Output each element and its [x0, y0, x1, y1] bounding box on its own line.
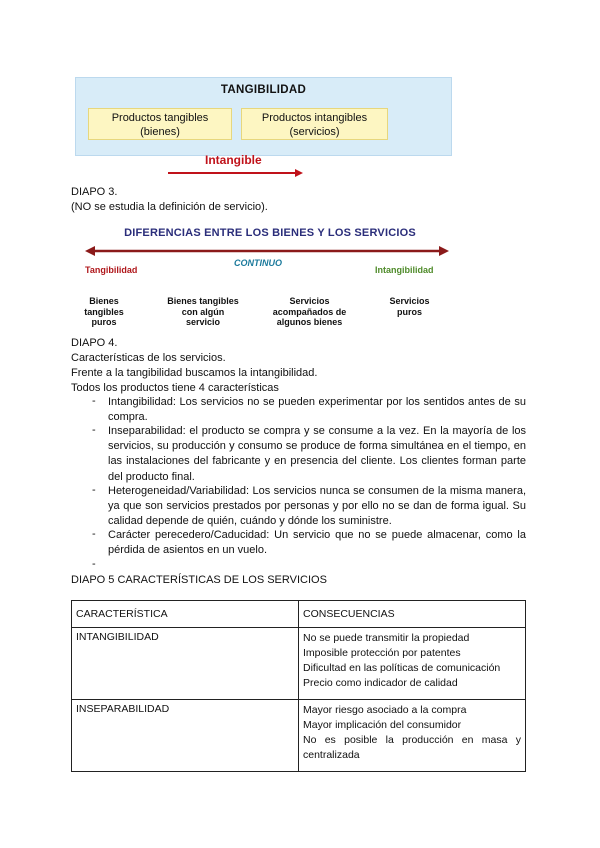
diapo4-line: Características de los servicios.: [71, 352, 226, 364]
figure-title: TANGIBILIDAD: [220, 84, 307, 96]
intangibility-label: Intangibilidad: [375, 265, 434, 275]
box-line: Productos tangibles: [111, 112, 209, 124]
bullet-dash: -: [92, 484, 96, 496]
bullet-dash: -: [92, 395, 96, 407]
list-item: Inseparabilidad: el producto se compra y se consume a la vez. En la mayoría de los servicios, su producción y consumo se produce de forma simultánea en el tiempo, en las instalaciones del fabricante y en presencia del cliente. Los clientes forman parte del producto final.: [108, 425, 526, 483]
table-row: [72, 628, 526, 700]
table-header: CARACTERÍSTICA: [72, 601, 299, 628]
table-row: [72, 700, 526, 772]
diapo4-heading: DIAPO 4.: [71, 337, 118, 349]
diapo3-heading: DIAPO 3.: [71, 186, 118, 198]
tangibility-figure: [75, 77, 452, 156]
table-cell: Mayor riesgo asociado a la compra Mayor implicación del consumidor No es posible la producción en masa y centralizada: [299, 700, 526, 772]
category-goods-with-service: Bienes tangibles con algún servicio: [167, 296, 239, 327]
continuum-label: CONTINUO: [234, 258, 282, 268]
bullet-dash: -: [92, 528, 96, 540]
right-arrow-icon: [168, 168, 304, 178]
table-cell: No se puede transmitir la propiedad Imposible protección por patentes Dificultad en las políticas de comunicación Precio como indicador de calidad: [299, 628, 526, 700]
table-cell: INTANGIBILIDAD: [72, 628, 299, 700]
list-item: Heterogeneidad/Variabilidad: Los servicios nunca se consumen de la misma manera, ya que son servicios prestados por personas y por ello no se dan de forma igual. Su calidad depende de quién, cuándo y dónde los suministre.: [108, 485, 526, 528]
category-pure-services: Servicios puros: [389, 296, 430, 317]
box-line: (servicios): [289, 126, 340, 138]
tangibility-label: Tangibilidad: [85, 265, 138, 275]
intangible-products-box: [241, 108, 388, 140]
intangible-arrow-label: Intangible: [205, 153, 262, 167]
bullet-dash: -: [92, 424, 96, 436]
diapo3-note: (NO se estudia la definición de servicio).: [71, 201, 268, 213]
empty-bullet: -: [92, 558, 96, 570]
category-services-with-goods: Servicios acompañados de algunos bienes: [272, 296, 347, 327]
list-item: Intangibilidad: Los servicios no se pueden experimentar por los sentidos antes de su compra.: [108, 396, 526, 424]
diapo5-heading: DIAPO 5 CARACTERÍSTICAS DE LOS SERVICIOS: [71, 574, 327, 586]
characteristics-table: [71, 600, 526, 772]
list-item: Carácter perecedero/Caducidad: Un servicio que no se puede almacenar, como la pérdida de asientos en un vuelo.: [108, 529, 526, 557]
category-pure-goods: Bienes tangibles puros: [84, 296, 124, 327]
box-line: Productos intangibles: [261, 112, 368, 124]
differences-figure-title: DIFERENCIAS ENTRE LOS BIENES Y LOS SERVICIOS: [124, 227, 416, 239]
tangible-products-box: [88, 108, 232, 140]
box-line: (bienes): [140, 126, 180, 138]
double-arrow-icon: [85, 244, 449, 258]
table-header: CONSECUENCIAS: [299, 601, 526, 628]
table-header-row: [72, 601, 526, 628]
diapo4-line: Todos los productos tiene 4 características: [71, 382, 279, 394]
table-cell: INSEPARABILIDAD: [72, 700, 299, 772]
diapo4-line: Frente a la tangibilidad buscamos la intangibilidad.: [71, 367, 318, 379]
